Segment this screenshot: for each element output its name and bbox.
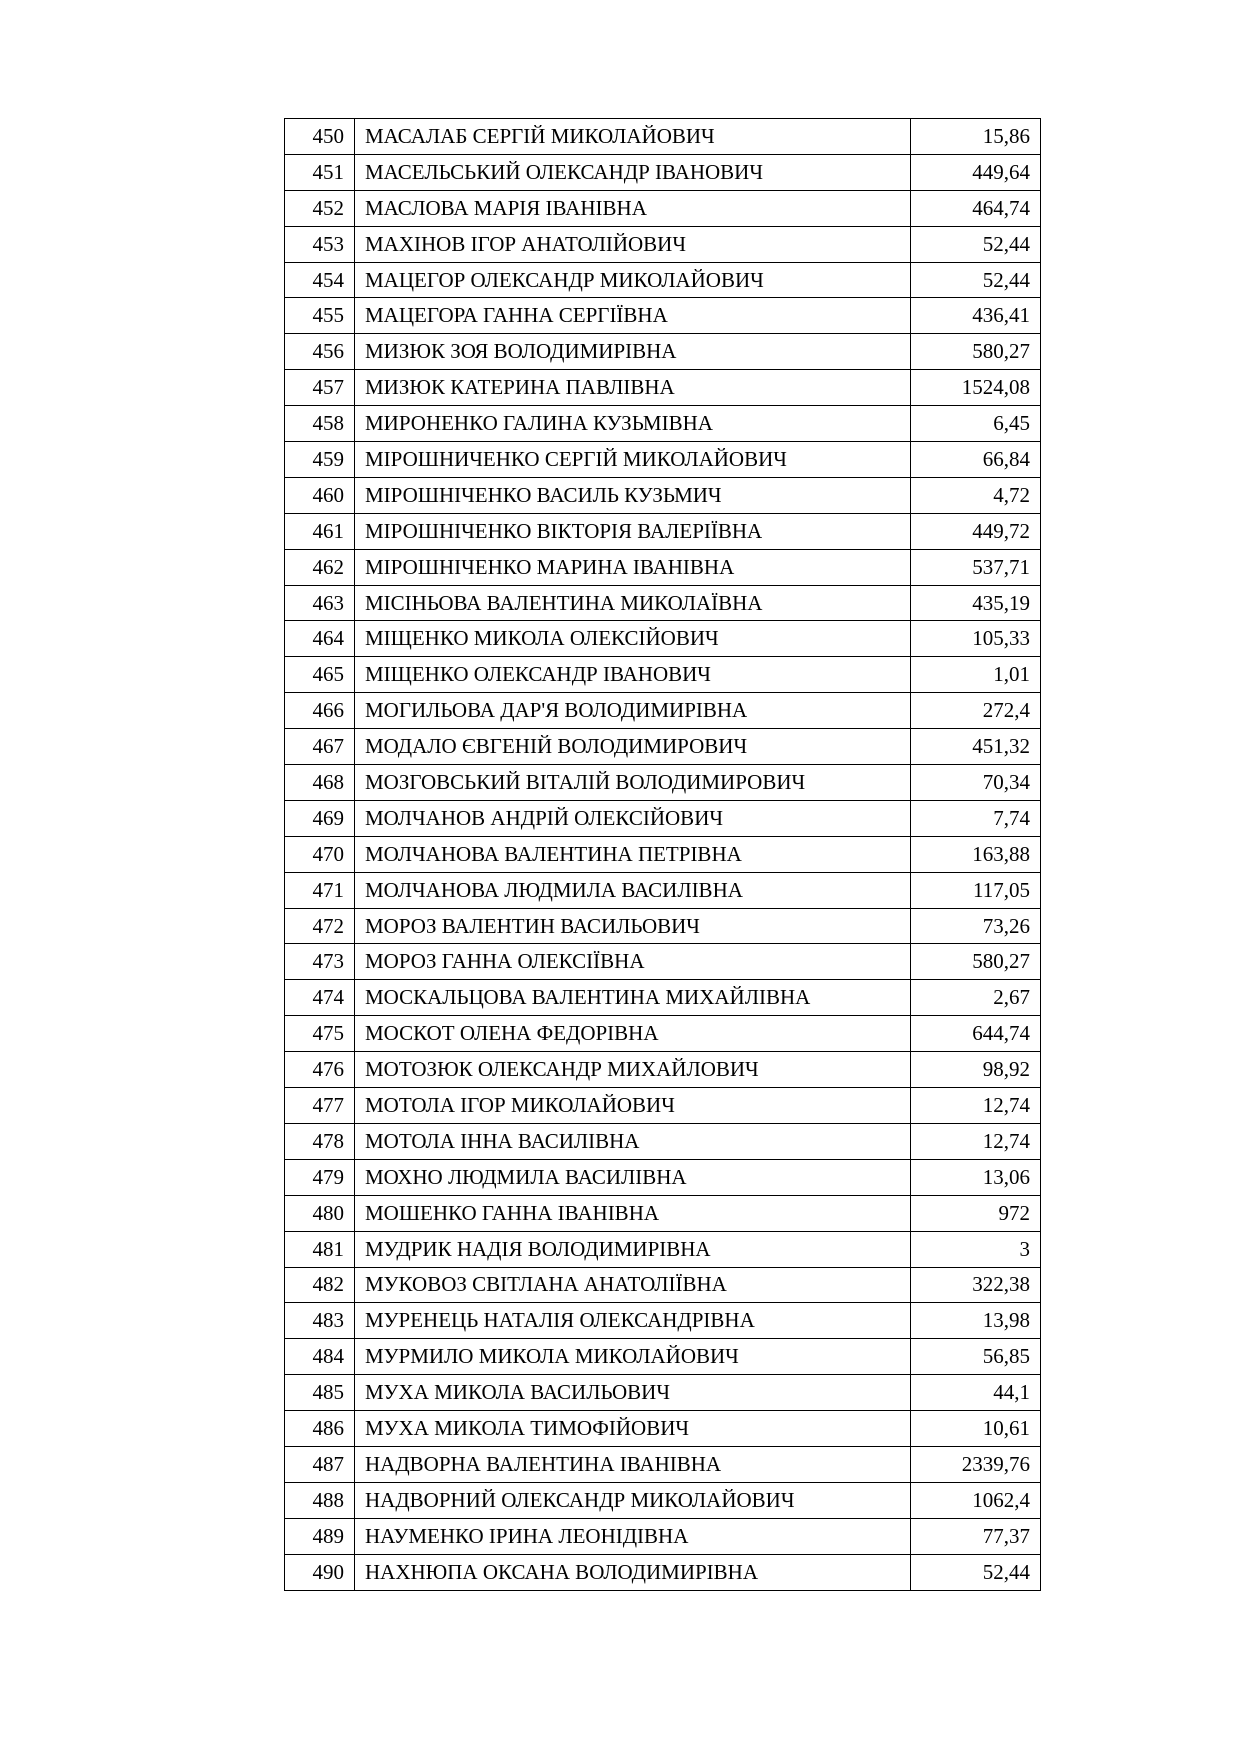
amount-cell: 449,72 [911, 513, 1041, 549]
row-number-cell: 451 [285, 154, 355, 190]
row-number-cell: 455 [285, 298, 355, 334]
person-name-cell: МАЦЕГОРА ГАННА СЕРГІЇВНА [355, 298, 911, 334]
table-row [285, 119, 1041, 155]
amount-cell: 3 [911, 1231, 1041, 1267]
row-number-cell: 469 [285, 800, 355, 836]
row-number-cell: 465 [285, 657, 355, 693]
amount-cell: 1,01 [911, 657, 1041, 693]
table-row [285, 1267, 1041, 1303]
table-row [285, 621, 1041, 657]
amount-cell: 10,61 [911, 1411, 1041, 1447]
amount-cell: 6,45 [911, 406, 1041, 442]
amount-cell: 451,32 [911, 729, 1041, 765]
amount-cell: 66,84 [911, 442, 1041, 478]
table-row [285, 370, 1041, 406]
amount-cell: 44,1 [911, 1375, 1041, 1411]
table-row [285, 908, 1041, 944]
row-number-cell: 470 [285, 836, 355, 872]
amount-cell: 1062,4 [911, 1482, 1041, 1518]
person-name-cell: МІСІНЬОВА ВАЛЕНТИНА МИКОЛАЇВНА [355, 585, 911, 621]
row-number-cell: 463 [285, 585, 355, 621]
row-number-cell: 458 [285, 406, 355, 442]
table-row [285, 1303, 1041, 1339]
person-name-cell: МОЛЧАНОВА ВАЛЕНТИНА ПЕТРІВНА [355, 836, 911, 872]
table-row [285, 1016, 1041, 1052]
amount-cell: 4,72 [911, 477, 1041, 513]
person-name-cell: МУДРИК НАДІЯ ВОЛОДИМИРІВНА [355, 1231, 911, 1267]
amount-cell: 13,06 [911, 1159, 1041, 1195]
row-number-cell: 467 [285, 729, 355, 765]
amount-cell: 537,71 [911, 549, 1041, 585]
person-name-cell: МІЩЕНКО МИКОЛА ОЛЕКСІЙОВИЧ [355, 621, 911, 657]
amount-cell: 435,19 [911, 585, 1041, 621]
table-row [285, 1231, 1041, 1267]
amount-cell: 272,4 [911, 693, 1041, 729]
row-number-cell: 466 [285, 693, 355, 729]
amount-cell: 13,98 [911, 1303, 1041, 1339]
row-number-cell: 486 [285, 1411, 355, 1447]
person-name-cell: МОТОЛА ІГОР МИКОЛАЙОВИЧ [355, 1088, 911, 1124]
row-number-cell: 487 [285, 1446, 355, 1482]
row-number-cell: 471 [285, 872, 355, 908]
row-number-cell: 484 [285, 1339, 355, 1375]
table-row [285, 944, 1041, 980]
table-row [285, 1518, 1041, 1554]
person-name-cell: МИЗЮК КАТЕРИНА ПАВЛІВНА [355, 370, 911, 406]
person-name-cell: МУКОВОЗ СВІТЛАНА АНАТОЛІЇВНА [355, 1267, 911, 1303]
row-number-cell: 468 [285, 765, 355, 801]
table-row [285, 226, 1041, 262]
table-row [285, 406, 1041, 442]
table-row [285, 477, 1041, 513]
amount-cell: 73,26 [911, 908, 1041, 944]
person-name-cell: МОЛЧАНОВ АНДРІЙ ОЛЕКСІЙОВИЧ [355, 800, 911, 836]
row-number-cell: 460 [285, 477, 355, 513]
person-name-cell: МІЩЕНКО ОЛЕКСАНДР ІВАНОВИЧ [355, 657, 911, 693]
table-row [285, 872, 1041, 908]
row-number-cell: 459 [285, 442, 355, 478]
row-number-cell: 453 [285, 226, 355, 262]
amount-cell: 77,37 [911, 1518, 1041, 1554]
person-name-cell: МУХА МИКОЛА ТИМОФІЙОВИЧ [355, 1411, 911, 1447]
person-name-cell: МУХА МИКОЛА ВАСИЛЬОВИЧ [355, 1375, 911, 1411]
person-name-cell: НАДВОРНИЙ ОЛЕКСАНДР МИКОЛАЙОВИЧ [355, 1482, 911, 1518]
person-name-cell: МІРОШНІЧЕНКО ВІКТОРІЯ ВАЛЕРІЇВНА [355, 513, 911, 549]
amount-cell: 2339,76 [911, 1446, 1041, 1482]
table-row [285, 1159, 1041, 1195]
person-name-cell: МИЗЮК ЗОЯ ВОЛОДИМИРІВНА [355, 334, 911, 370]
amount-cell: 2,67 [911, 980, 1041, 1016]
row-number-cell: 483 [285, 1303, 355, 1339]
amount-cell: 436,41 [911, 298, 1041, 334]
amount-cell: 12,74 [911, 1088, 1041, 1124]
amount-cell: 15,86 [911, 119, 1041, 155]
row-number-cell: 457 [285, 370, 355, 406]
table-row [285, 1554, 1041, 1590]
person-name-cell: МОДАЛО ЄВГЕНІЙ ВОЛОДИМИРОВИЧ [355, 729, 911, 765]
amount-cell: 12,74 [911, 1123, 1041, 1159]
table-row [285, 836, 1041, 872]
row-number-cell: 464 [285, 621, 355, 657]
person-name-cell: МОХНО ЛЮДМИЛА ВАСИЛІВНА [355, 1159, 911, 1195]
amount-cell: 7,74 [911, 800, 1041, 836]
row-number-cell: 461 [285, 513, 355, 549]
row-number-cell: 475 [285, 1016, 355, 1052]
row-number-cell: 456 [285, 334, 355, 370]
row-number-cell: 480 [285, 1195, 355, 1231]
person-name-cell: МИРОНЕНКО ГАЛИНА КУЗЬМІВНА [355, 406, 911, 442]
row-number-cell: 489 [285, 1518, 355, 1554]
row-number-cell: 462 [285, 549, 355, 585]
row-number-cell: 477 [285, 1088, 355, 1124]
table-row [285, 1088, 1041, 1124]
amount-cell: 98,92 [911, 1052, 1041, 1088]
table-row [285, 154, 1041, 190]
row-number-cell: 474 [285, 980, 355, 1016]
person-name-cell: МОШЕНКО ГАННА ІВАНІВНА [355, 1195, 911, 1231]
person-name-cell: МІРОШНІЧЕНКО МАРИНА ІВАНІВНА [355, 549, 911, 585]
person-name-cell: МАСЛОВА МАРІЯ ІВАНІВНА [355, 190, 911, 226]
person-name-cell: МАСАЛАБ СЕРГІЙ МИКОЛАЙОВИЧ [355, 119, 911, 155]
table-row [285, 765, 1041, 801]
person-name-cell: НАДВОРНА ВАЛЕНТИНА ІВАНІВНА [355, 1446, 911, 1482]
person-name-cell: МОРОЗ ВАЛЕНТИН ВАСИЛЬОВИЧ [355, 908, 911, 944]
table-row [285, 1339, 1041, 1375]
person-name-cell: МОЛЧАНОВА ЛЮДМИЛА ВАСИЛІВНА [355, 872, 911, 908]
table-row [285, 800, 1041, 836]
table-row [285, 262, 1041, 298]
row-number-cell: 488 [285, 1482, 355, 1518]
row-number-cell: 450 [285, 119, 355, 155]
table-row [285, 442, 1041, 478]
person-name-cell: МІРОШНІЧЕНКО ВАСИЛЬ КУЗЬМИЧ [355, 477, 911, 513]
amount-cell: 580,27 [911, 944, 1041, 980]
table-row [285, 657, 1041, 693]
amount-cell: 464,74 [911, 190, 1041, 226]
table-row [285, 693, 1041, 729]
table-row [285, 298, 1041, 334]
table-row [285, 549, 1041, 585]
row-number-cell: 472 [285, 908, 355, 944]
row-number-cell: 479 [285, 1159, 355, 1195]
registry-table [284, 118, 1041, 1591]
table-row [285, 1375, 1041, 1411]
table-row [285, 513, 1041, 549]
amount-cell: 70,34 [911, 765, 1041, 801]
table-row [285, 585, 1041, 621]
table-row [285, 1482, 1041, 1518]
person-name-cell: НАХНЮПА ОКСАНА ВОЛОДИМИРІВНА [355, 1554, 911, 1590]
amount-cell: 644,74 [911, 1016, 1041, 1052]
amount-cell: 449,64 [911, 154, 1041, 190]
person-name-cell: МОТОЗЮК ОЛЕКСАНДР МИХАЙЛОВИЧ [355, 1052, 911, 1088]
table-row [285, 1446, 1041, 1482]
person-name-cell: МОЗГОВСЬКИЙ ВІТАЛІЙ ВОЛОДИМИРОВИЧ [355, 765, 911, 801]
person-name-cell: МАСЕЛЬСЬКИЙ ОЛЕКСАНДР ІВАНОВИЧ [355, 154, 911, 190]
table-row [285, 1052, 1041, 1088]
amount-cell: 322,38 [911, 1267, 1041, 1303]
person-name-cell: МОГИЛЬОВА ДАР'Я ВОЛОДИМИРІВНА [355, 693, 911, 729]
row-number-cell: 490 [285, 1554, 355, 1590]
row-number-cell: 473 [285, 944, 355, 980]
table-row [285, 190, 1041, 226]
row-number-cell: 454 [285, 262, 355, 298]
row-number-cell: 482 [285, 1267, 355, 1303]
table-row [285, 980, 1041, 1016]
row-number-cell: 485 [285, 1375, 355, 1411]
amount-cell: 52,44 [911, 226, 1041, 262]
amount-cell: 972 [911, 1195, 1041, 1231]
amount-cell: 117,05 [911, 872, 1041, 908]
amount-cell: 52,44 [911, 1554, 1041, 1590]
row-number-cell: 481 [285, 1231, 355, 1267]
table-row [285, 1411, 1041, 1447]
registry-table-body [285, 119, 1041, 1591]
table-row [285, 1123, 1041, 1159]
amount-cell: 580,27 [911, 334, 1041, 370]
person-name-cell: МОСКОТ ОЛЕНА ФЕДОРІВНА [355, 1016, 911, 1052]
person-name-cell: МІРОШНИЧЕНКО СЕРГІЙ МИКОЛАЙОВИЧ [355, 442, 911, 478]
amount-cell: 52,44 [911, 262, 1041, 298]
person-name-cell: МОСКАЛЬЦОВА ВАЛЕНТИНА МИХАЙЛІВНА [355, 980, 911, 1016]
row-number-cell: 452 [285, 190, 355, 226]
table-row [285, 729, 1041, 765]
person-name-cell: МАХІНОВ ІГОР АНАТОЛІЙОВИЧ [355, 226, 911, 262]
amount-cell: 105,33 [911, 621, 1041, 657]
amount-cell: 163,88 [911, 836, 1041, 872]
row-number-cell: 476 [285, 1052, 355, 1088]
person-name-cell: НАУМЕНКО ІРИНА ЛЕОНІДІВНА [355, 1518, 911, 1554]
table-row [285, 334, 1041, 370]
person-name-cell: МУРМИЛО МИКОЛА МИКОЛАЙОВИЧ [355, 1339, 911, 1375]
person-name-cell: МУРЕНЕЦЬ НАТАЛІЯ ОЛЕКСАНДРІВНА [355, 1303, 911, 1339]
table-row [285, 1195, 1041, 1231]
row-number-cell: 478 [285, 1123, 355, 1159]
amount-cell: 56,85 [911, 1339, 1041, 1375]
person-name-cell: МАЦЕГОР ОЛЕКСАНДР МИКОЛАЙОВИЧ [355, 262, 911, 298]
amount-cell: 1524,08 [911, 370, 1041, 406]
person-name-cell: МОРОЗ ГАННА ОЛЕКСІЇВНА [355, 944, 911, 980]
person-name-cell: МОТОЛА ІННА ВАСИЛІВНА [355, 1123, 911, 1159]
